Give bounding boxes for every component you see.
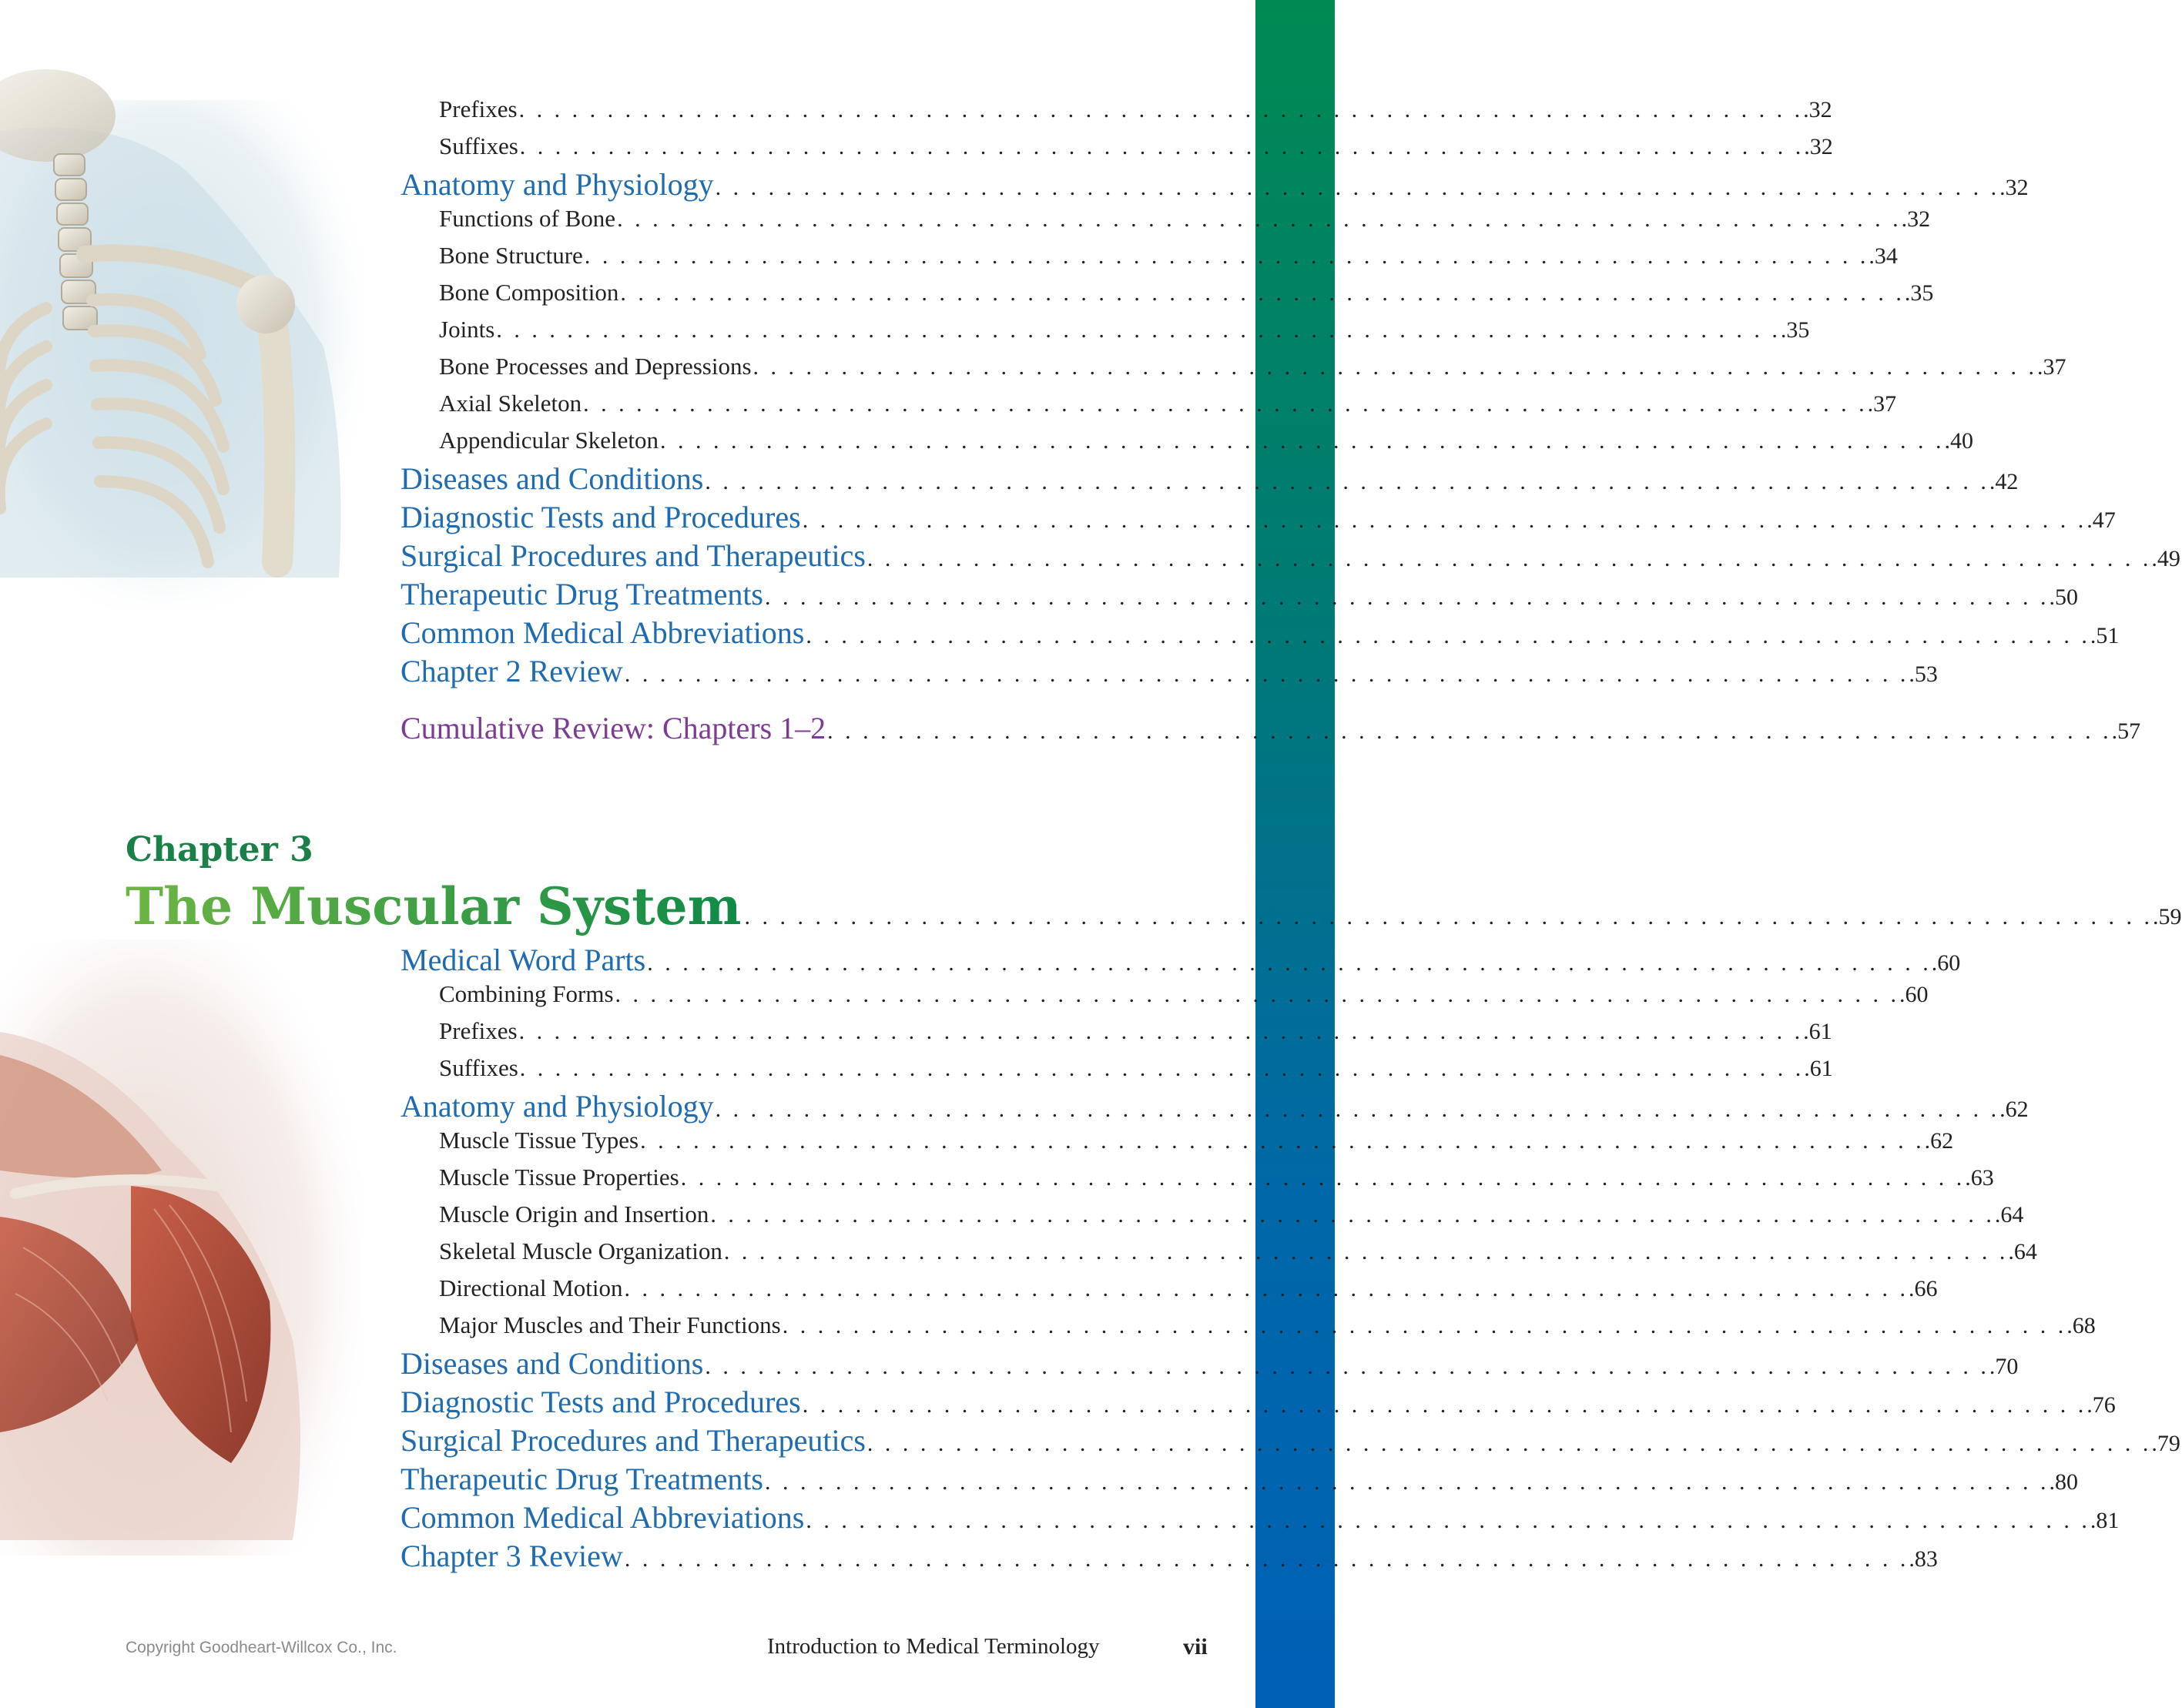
toc-subsection-entry[interactable] <box>439 1274 1938 1302</box>
toc-entry-page: .76 <box>2086 1392 2116 1418</box>
toc-subsection-entry[interactable] <box>439 242 1898 270</box>
book-title: Introduction to Medical Terminology <box>767 1634 1100 1659</box>
leader-dots: . . . . . . . . . . . . . . . . . . . . . . . . . . . . . . . . . . . . . . . . . . . . . . . . . . . . . . . . . . . . . . . . . . . . . . . . . <box>705 469 1989 494</box>
toc-section-entry[interactable] <box>401 499 2116 535</box>
toc-entry-page: .49 <box>2151 546 2180 571</box>
toc-section-entry[interactable] <box>401 538 2180 574</box>
toc-section-entry[interactable] <box>401 576 2078 612</box>
chapter-title-row[interactable] <box>126 876 2182 936</box>
toc-subsection-entry[interactable] <box>439 1201 2024 1228</box>
toc-entry-page: .68 <box>2066 1313 2096 1338</box>
leader-dots: . . . . . . . . . . . . . . . . . . . . . . . . . . . . . . . . . . . . . . . . . . . . . . . . . . . . . . . . . . . . . . . . . . . . . . . . . <box>765 584 2050 610</box>
toc-entry-label: Diagnostic Tests and Procedures <box>401 1385 801 1419</box>
toc-entry-page: .80 <box>2049 1469 2078 1495</box>
toc-entry-label: Muscle Tissue Properties <box>439 1164 679 1191</box>
toc-section-entry[interactable] <box>401 1461 2078 1497</box>
toc-section-entry[interactable] <box>401 1345 2019 1381</box>
toc-entry-label: Suffixes <box>439 132 518 159</box>
toc-entry-page: .40 <box>1944 428 1973 454</box>
leader-dots: . . . . . . . . . . . . . . . . . . . . . . . . . . . . . . . . . . . . . . . . . . . . . . . . . . . . . . . . . . . . . . . . . . . . . . . . . <box>765 1469 2050 1495</box>
leader-dots: . . . . . . . . . . . . . . . . . . . . . . . . . . . . . . . . . . . . . . . . . . . . . . . . . . . . . . . . . . . . . . . . . . . . . . . . . <box>640 1128 1925 1154</box>
toc-subsection-entry[interactable] <box>439 390 1897 417</box>
toc-entry-page: .37 <box>2037 354 2066 380</box>
toc-subsection-entry[interactable] <box>439 279 1934 306</box>
toc-section-entry[interactable] <box>401 1088 2029 1124</box>
toc-section-entry[interactable] <box>401 1538 1938 1574</box>
chapter-title: The Muscular System <box>126 876 742 936</box>
toc-entry-label: Bone Composition <box>439 279 619 306</box>
toc-entry-label: Anatomy and Physiology <box>401 1089 714 1124</box>
toc-entry-label: Diseases and Conditions <box>401 1346 704 1381</box>
toc-subsection-entry[interactable] <box>439 95 1832 123</box>
toc-entry-page: .60 <box>1931 950 1961 976</box>
toc-entry-page: .81 <box>2090 1508 2120 1533</box>
toc-entry-page: .37 <box>1867 391 1897 417</box>
toc-entry-page: .60 <box>1899 982 1929 1007</box>
toc-section-entry[interactable] <box>401 166 2029 203</box>
toc-entry-label: Appendicular Skeleton <box>439 427 659 454</box>
toc-section-entry[interactable] <box>401 615 2120 651</box>
toc-entry-label: Combining Forms <box>439 980 614 1007</box>
leader-dots: . . . . . . . . . . . . . . . . . . . . . . . . . . . . . . . . . . . . . . . . . . . . . . . . . . . . . . . . . . . . . . . . . . . . . . . . . <box>827 718 2112 744</box>
toc-entry-label: Surgical Procedures and Therapeutics <box>401 538 866 573</box>
toc-entry-page: .35 <box>1904 280 1934 306</box>
toc-entry-page: .32 <box>1999 175 2029 200</box>
toc-entry-page: .42 <box>1989 469 2019 494</box>
toc-entry-page: .64 <box>2008 1239 2037 1264</box>
toc-entry-page: .47 <box>2086 507 2116 533</box>
leader-dots: . . . . . . . . . . . . . . . . . . . . . . . . . . . . . . . . . . . . . . . . . . . . . . . . . . . . . . . . . . . . . . . . . . . . . . . . . <box>617 206 1902 232</box>
toc-entry-page: .50 <box>2049 584 2078 610</box>
leader-dots: . . . . . . . . . . . . . . . . . . . . . . . . . . . . . . . . . . . . . . . . . . . . . . . . . . . . . . . . . . . . . . . . . . . . . . . . . <box>615 982 1900 1007</box>
leader-dots: . . . . . . . . . . . . . . . . . . . . . . . . . . . . . . . . . . . . . . . . . . . . . . . . . . . . . . . . . . . . . . . . . . . . . . . . . <box>723 1239 2009 1264</box>
skeleton-illustration <box>0 100 362 608</box>
leader-dots: . . . . . . . . . . . . . . . . . . . . . . . . . . . . . . . . . . . . . . . . . . . . . . . . . . . . . . . . . . . . . . . . . . . . . . . . . <box>802 507 2087 533</box>
toc-subsection-entry[interactable] <box>439 427 1973 454</box>
toc-entry-page: .62 <box>1999 1097 2029 1122</box>
leader-dots: . . . . . . . . . . . . . . . . . . . . . . . . . . . . . . . . . . . . . . . . . . . . . . . . . . . . . . . . . . . . . . . . . . . . . . . . . <box>866 546 2152 571</box>
toc-entry-label: Joints <box>439 316 495 343</box>
toc-entry-label: Muscle Origin and Insertion <box>439 1201 709 1227</box>
toc-entry-page: .32 <box>1803 97 1832 122</box>
leader-dots: . . . . . . . . . . . . . . . . . . . . . . . . . . . . . . . . . . . . . . . . . . . . . . . . . . . . . . . . . . . . . . . . . . . . . . . . . . . . . . . . <box>744 904 2154 929</box>
toc-entry-label: Medical Word Parts <box>401 943 646 977</box>
leader-dots: . . . . . . . . . . . . . . . . . . . . . . . . . . . . . . . . . . . . . . . . . . . . . . . . . . . . . . . . . . . . . . . . . . . . . . . . . <box>624 1546 1909 1572</box>
toc-section-entry[interactable] <box>401 710 2141 746</box>
toc-entry-label: Diagnostic Tests and Procedures <box>401 500 801 534</box>
leader-dots: . . . . . . . . . . . . . . . . . . . . . . . . . . . . . . . . . . . . . . . . . . . . . . . . . . . . . . . . . . . . . . . . . . . . . . . . . <box>680 1165 1966 1191</box>
toc-subsection-entry[interactable] <box>439 1164 1994 1191</box>
toc-entry-page: .57 <box>2111 718 2141 744</box>
toc-entry-page: .79 <box>2151 1431 2180 1456</box>
toc-entry-label: Major Muscles and Their Functions <box>439 1311 781 1338</box>
toc-entry-label: Directional Motion <box>439 1274 623 1301</box>
toc-entry-page: .35 <box>1780 317 1810 343</box>
toc-subsection-entry[interactable] <box>439 316 1810 343</box>
toc-subsection-entry[interactable] <box>439 980 1929 1008</box>
page-number: vii <box>1183 1634 1208 1659</box>
leader-dots: . . . . . . . . . . . . . . . . . . . . . . . . . . . . . . . . . . . . . . . . . . . . . . . . . . . . . . . . . . . . . . . . . . . . . . . . . <box>518 97 1804 122</box>
toc-subsection-entry[interactable] <box>439 132 1833 160</box>
leader-dots: . . . . . . . . . . . . . . . . . . . . . . . . . . . . . . . . . . . . . . . . . . . . . . . . . . . . . . . . . . . . . . . . . . . . . . . . . <box>806 623 2090 648</box>
toc-subsection-entry[interactable] <box>439 353 2066 380</box>
leader-dots: . . . . . . . . . . . . . . . . . . . . . . . . . . . . . . . . . . . . . . . . . . . . . . . . . . . . . . . . . . . . . . . . . . . . . . . . . <box>583 391 1868 417</box>
toc-entry-label: Prefixes <box>439 95 518 122</box>
toc-entry-label: Bone Structure <box>439 242 583 269</box>
toc-entry-label: Surgical Procedures and Therapeutics <box>401 1423 866 1458</box>
toc-subsection-entry[interactable] <box>439 205 1931 233</box>
toc-section-entry[interactable] <box>401 1499 2120 1536</box>
leader-dots: . . . . . . . . . . . . . . . . . . . . . . . . . . . . . . . . . . . . . . . . . . . . . . . . . . . . . . . . . . . . . . . . . . . . . . . . . <box>624 1276 1909 1301</box>
toc-subsection-entry[interactable] <box>439 1127 1954 1154</box>
toc-entry-page: .61 <box>1803 1019 1832 1044</box>
chapter-page-number: .59 <box>2153 904 2182 929</box>
toc-entry-label: Prefixes <box>439 1017 518 1044</box>
toc-entry-page: .53 <box>1909 661 1938 687</box>
toc-section-entry[interactable] <box>401 1384 2116 1420</box>
leader-dots: . . . . . . . . . . . . . . . . . . . . . . . . . . . . . . . . . . . . . . . . . . . . . . . . . . . . . . . . . . . . . . . . . . . . . . . . . <box>866 1431 2152 1456</box>
leader-dots: . . . . . . . . . . . . . . . . . . . . . . . . . . . . . . . . . . . . . . . . . . . . . . . . . . . . . . . . . . . . . . . . . . . . . . . . . <box>624 661 1909 687</box>
leader-dots: . . . . . . . . . . . . . . . . . . . . . . . . . . . . . . . . . . . . . . . . . . . . . . . . . . . . . . . . . . . . . . . . . . . . . . . . . <box>782 1313 2067 1338</box>
toc-entry-label: Muscle Tissue Types <box>439 1127 639 1154</box>
toc-entry-page: .63 <box>1965 1165 1994 1191</box>
leader-dots: . . . . . . . . . . . . . . . . . . . . . . . . . . . . . . . . . . . . . . . . . . . . . . . . . . . . . . . . . . . . . . . . . . . . . . . . . <box>710 1202 1995 1227</box>
toc-entry-page: .61 <box>1804 1056 1833 1081</box>
copyright-notice: Copyright Goodheart-Willcox Co., Inc. <box>126 1639 397 1656</box>
toc-subsection-entry[interactable] <box>439 1311 2096 1339</box>
toc-entry-label: Common Medical Abbreviations <box>401 615 805 650</box>
toc-entry-label: Chapter 3 Review <box>401 1539 623 1573</box>
toc-entry-page: .32 <box>1901 206 1931 232</box>
toc-entry-label: Functions of Bone <box>439 205 616 232</box>
toc-section-entry[interactable] <box>401 1422 2180 1458</box>
toc-entry-label: Therapeutic Drug Treatments <box>401 577 763 611</box>
toc-subsection-entry[interactable] <box>439 1054 1833 1082</box>
toc-entry-label: Therapeutic Drug Treatments <box>401 1462 763 1496</box>
toc-subsection-entry[interactable] <box>439 1237 2037 1265</box>
leader-dots: . . . . . . . . . . . . . . . . . . . . . . . . . . . . . . . . . . . . . . . . . . . . . . . . . . . . . . . . . . . . . . . . . . . . . . . . . <box>802 1392 2087 1418</box>
toc-entry-page: .51 <box>2090 623 2120 648</box>
toc-entry-page: .34 <box>1869 243 1898 269</box>
toc-section-entry[interactable] <box>401 942 1961 978</box>
toc-entry-page: .64 <box>1994 1202 2024 1227</box>
toc-entry-label: Skeletal Muscle Organization <box>439 1237 722 1264</box>
leader-dots: . . . . . . . . . . . . . . . . . . . . . . . . . . . . . . . . . . . . . . . . . . . . . . . . . . . . . . . . . . . . . . . . . . . . . . . . . <box>806 1508 2090 1533</box>
toc-entry-page: .62 <box>1924 1128 1954 1154</box>
leader-dots: . . . . . . . . . . . . . . . . . . . . . . . . . . . . . . . . . . . . . . . . . . . . . . . . . . . . . . . . . . . . . . . . . . . . . . . . . <box>620 280 1905 306</box>
toc-entry-label: Cumulative Review: Chapters 1–2 <box>401 711 826 745</box>
toc-subsection-entry[interactable] <box>439 1017 1832 1045</box>
leader-dots: . . . . . . . . . . . . . . . . . . . . . . . . . . . . . . . . . . . . . . . . . . . . . . . . . . . . . . . . . . . . . . . . . . . . . . . . . <box>715 175 2000 200</box>
toc-entry-page: .70 <box>1989 1354 2019 1379</box>
toc-entry-label: Anatomy and Physiology <box>401 167 714 202</box>
leader-dots: . . . . . . . . . . . . . . . . . . . . . . . . . . . . . . . . . . . . . . . . . . . . . . . . . . . . . . . . . . . . . . . . . . . . . . . . . <box>518 1019 1804 1044</box>
leader-dots: . . . . . . . . . . . . . . . . . . . . . . . . . . . . . . . . . . . . . . . . . . . . . . . . . . . . . . . . . . . . . . . . . . . . . . . . . <box>705 1354 1989 1379</box>
toc-entry-label: Axial Skeleton <box>439 390 582 417</box>
toc-entry-label: Suffixes <box>439 1054 518 1081</box>
toc-entry-page: .32 <box>1804 134 1833 159</box>
toc-section-entry[interactable] <box>401 460 2019 497</box>
toc-entry-label: Diseases and Conditions <box>401 461 704 496</box>
toc-entry-page: .66 <box>1908 1276 1938 1301</box>
leader-dots: . . . . . . . . . . . . . . . . . . . . . . . . . . . . . . . . . . . . . . . . . . . . . . . . . . . . . . . . . . . . . . . . . . . . . . . . . <box>647 950 1932 976</box>
leader-dots: . . . . . . . . . . . . . . . . . . . . . . . . . . . . . . . . . . . . . . . . . . . . . . . . . . . . . . . . . . . . . . . . . . . . . . . . . <box>715 1097 2000 1122</box>
toc-section-entry[interactable] <box>401 653 1938 689</box>
toc-entry-label: Bone Processes and Depressions <box>439 353 752 380</box>
leader-dots: . . . . . . . . . . . . . . . . . . . . . . . . . . . . . . . . . . . . . . . . . . . . . . . . . . . . . . . . . . . . . . . . . . . . . . . . . <box>519 1056 1805 1081</box>
toc-entry-page: .83 <box>1909 1546 1938 1572</box>
toc-entry-label: Chapter 2 Review <box>401 654 623 688</box>
muscle-illustration <box>0 939 362 1556</box>
leader-dots: . . . . . . . . . . . . . . . . . . . . . . . . . . . . . . . . . . . . . . . . . . . . . . . . . . . . . . . . . . . . . . . . . . . . . . . . . <box>659 428 1945 454</box>
leader-dots: . . . . . . . . . . . . . . . . . . . . . . . . . . . . . . . . . . . . . . . . . . . . . . . . . . . . . . . . . . . . . . . . . . . . . . . . . <box>584 243 1869 269</box>
leader-dots: . . . . . . . . . . . . . . . . . . . . . . . . . . . . . . . . . . . . . . . . . . . . . . . . . . . . . . . . . . . . . . . . . . . . . . . . . <box>752 354 2038 380</box>
toc-entry-label: Common Medical Abbreviations <box>401 1500 805 1535</box>
leader-dots: . . . . . . . . . . . . . . . . . . . . . . . . . . . . . . . . . . . . . . . . . . . . . . . . . . . . . . . . . . . . . . . . . . . . . . . . . <box>519 134 1805 159</box>
chapter-number: Chapter 3 <box>126 830 313 869</box>
leader-dots: . . . . . . . . . . . . . . . . . . . . . . . . . . . . . . . . . . . . . . . . . . . . . . . . . . . . . . . . . . . . . . . . . . . . . . . . . <box>496 317 1781 343</box>
